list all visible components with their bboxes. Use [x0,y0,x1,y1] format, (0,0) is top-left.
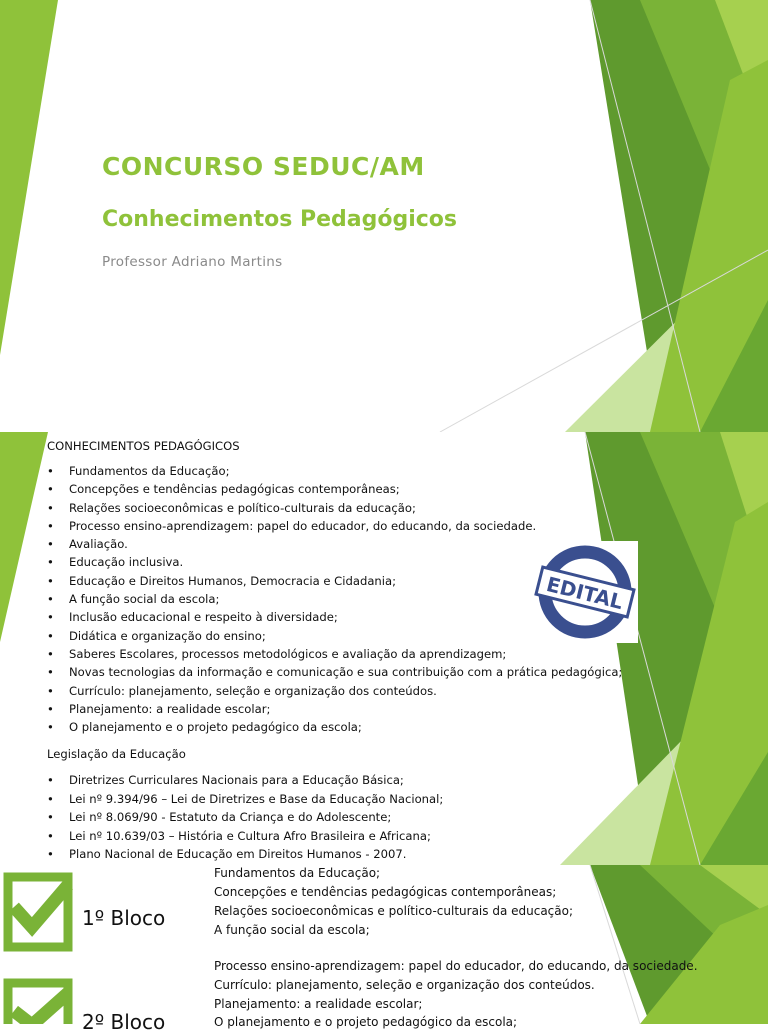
syllabus-topic [47,499,622,517]
bullet-icon: • [47,646,54,661]
bullet-icon: • [47,482,54,497]
syllabus-topic [47,718,622,736]
bloco-1-label: 1º Bloco [82,906,166,930]
bloco-1-item: A função social da escola; [214,923,370,937]
syllabus-topic-text: A função social da escola; [69,592,220,607]
bloco-2-item: Currículo: planejamento, seleção e organização dos conteúdos. [214,978,595,992]
syllabus-topic-text: Educação inclusiva. [69,555,184,570]
syllabus-topic-text: Inclusão educacional e respeito à diversidade; [69,610,338,625]
syllabus-topic [47,700,622,718]
bloco-2-item: O planejamento e o projeto pedagógico da escola; [214,1015,518,1029]
syllabus-topic-text: Fundamentos da Educação; [69,464,230,478]
legislation-item [47,808,443,827]
legislation-item-text: Lei nº 10.639/03 – História e Cultura Afro Brasileira e Africana; [69,828,431,843]
syllabus-topic-text: Educação e Direitos Humanos, Democracia e Cidadania; [69,573,397,588]
bullet-icon: • [47,464,54,478]
legislation-list [47,771,443,864]
syllabus-topic [47,682,622,700]
bullet-icon: • [47,791,54,806]
legislation-item [47,790,443,809]
presentation-title: CONCURSO SEDUC/AM [102,152,425,181]
bullet-icon: • [47,537,54,552]
slide-title [0,0,768,432]
bullet-icon: • [47,720,54,735]
bloco-1-item: Fundamentos da Educação; [214,866,381,880]
legislation-item-text: Diretrizes Curriculares Nacionais para a Educação Básica; [69,773,404,787]
bloco-2-item: Planejamento: a realidade escolar; [214,997,423,1011]
bloco-1-item: Concepções e tendências pedagógicas contemporâneas; [214,885,557,899]
stamp-text: EDITAL [543,571,626,615]
syllabus-topic [47,663,622,681]
syllabus-topic-text: Currículo: planejamento, seleção e organização dos conteúdos. [69,683,437,698]
bullet-icon: • [47,500,54,515]
legislation-item [47,827,443,846]
legislation-item-text: Plano Nacional de Educação em Direitos Humanos - 2007. [69,847,407,861]
syllabus-topic-text: Didática e organização do ensino; [69,628,266,643]
bloco-2-label: 2º Bloco [82,1010,166,1034]
bullet-icon: • [47,701,54,716]
syllabus-topic-text: Processo ensino-aprendizagem: papel do educador, do educando, da sociedade. [69,518,537,533]
syllabus-topic [47,517,622,535]
syllabus-topic-text: Planejamento: a realidade escolar; [69,701,271,716]
bullet-icon: • [47,573,54,588]
legislation-heading: Legislação da Educação [47,747,186,761]
syllabus-topic-text: Novas tecnologias da informação e comunicação e sua contribuição com a prática pedagógica; [69,665,623,680]
legislation-item-text: Lei nº 9.394/96 – Lei de Diretrizes e Base da Educação Nacional; [69,791,444,806]
presentation-subtitle: Conhecimentos Pedagógicos [102,207,458,232]
bullet-icon: • [47,610,54,625]
legislation-item-text: Lei nº 8.069/90 - Estatuto da Criança e do Adolescente; [69,810,392,824]
syllabus-topic [47,480,622,498]
syllabus-topic-text: Concepções e tendências pedagógicas contemporâneas; [69,482,400,497]
bullet-icon: • [47,665,54,680]
bullet-icon: • [47,810,54,824]
legislation-item [47,771,443,790]
edital-stamp [532,541,638,643]
bullet-icon: • [47,518,54,533]
bullet-icon: • [47,773,54,787]
bullet-icon: • [47,555,54,570]
syllabus-heading: CONHECIMENTOS PEDAGÓGICOS [47,439,240,453]
syllabus-topic-text: O planejamento e o projeto pedagógico da escola; [69,720,362,735]
bullet-icon: • [47,628,54,643]
bullet-icon: • [47,592,54,607]
bullet-icon: • [47,847,54,861]
bloco-1-item: Relações socioeconômicas e político-culturais da educação; [214,904,574,918]
checkmark-icon [0,865,90,1024]
bullet-icon: • [47,683,54,698]
syllabus-topic-text: Relações socioeconômicas e político-culturais da educação; [69,500,416,515]
syllabus-topic-text: Saberes Escolares, processos metodológicos e avaliação da aprendizagem; [69,646,507,661]
bullet-icon: • [47,828,54,843]
legislation-item [47,845,443,864]
syllabus-topic-text: Avaliação. [69,537,128,552]
syllabus-topic [47,645,622,663]
syllabus-topic [47,462,622,480]
bloco-2-item: Processo ensino-aprendizagem: papel do educador, do educando, da sociedade. [214,959,698,973]
author-name: Professor Adriano Martins [102,254,283,270]
